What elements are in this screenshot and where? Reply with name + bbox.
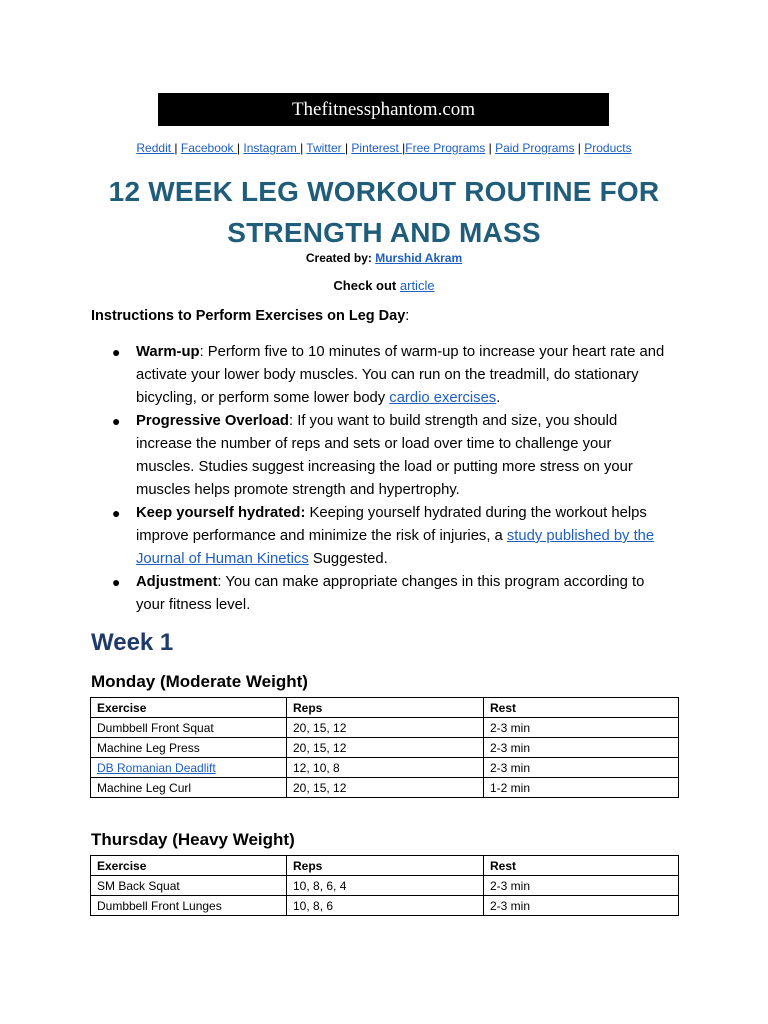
link-reddit[interactable]: Reddit bbox=[136, 141, 175, 155]
bullet-icon: ● bbox=[112, 413, 121, 429]
exercise-cell: Dumbbell Front Squat bbox=[91, 718, 287, 738]
link-paid-programs[interactable]: Paid Programs bbox=[495, 141, 575, 155]
table-row bbox=[91, 758, 679, 778]
header-exercise: Exercise bbox=[91, 856, 287, 876]
rest-cell: 2-3 min bbox=[484, 876, 679, 896]
title-line-1: 12 WEEK LEG WORKOUT ROUTINE FOR bbox=[108, 176, 660, 207]
social-links-bar: Reddit | Facebook | Instagram | Twitter | Pinterest |Free Programs | Paid Programs | Products bbox=[136, 141, 632, 155]
table-row bbox=[91, 778, 679, 798]
reps-cell: 20, 15, 12 bbox=[287, 738, 484, 758]
exercise-cell: Dumbbell Front Lunges bbox=[91, 896, 287, 916]
week-heading: Week 1 bbox=[91, 629, 174, 656]
byline bbox=[0, 251, 768, 265]
exercise-cell bbox=[91, 758, 287, 778]
thursday-table bbox=[90, 855, 679, 916]
bullet-icon: ● bbox=[112, 505, 121, 521]
exercise-cell: Machine Leg Curl bbox=[91, 778, 287, 798]
byline-prefix: Created by: bbox=[305, 251, 376, 265]
article-link[interactable]: article bbox=[399, 278, 435, 293]
title-line-2: STRENGTH AND MASS bbox=[227, 217, 541, 248]
header-reps: Reps bbox=[287, 856, 484, 876]
table-header-row bbox=[91, 698, 679, 718]
checkout-prefix: Check out bbox=[333, 278, 400, 293]
thursday-heading: Thursday (Heavy Weight) bbox=[91, 830, 295, 849]
list-item-adjustment bbox=[112, 571, 672, 617]
table-row bbox=[91, 896, 679, 916]
instructions-list bbox=[112, 341, 672, 617]
exercise-cell: SM Back Squat bbox=[91, 876, 287, 896]
reps-cell: 20, 15, 12 bbox=[287, 718, 484, 738]
header-rest: Rest bbox=[484, 856, 679, 876]
header-exercise: Exercise bbox=[91, 698, 287, 718]
adjustment-term: Adjustment bbox=[136, 574, 218, 590]
monday-table bbox=[90, 697, 679, 798]
instructions-heading bbox=[91, 308, 409, 324]
overload-term: Progressive Overload bbox=[136, 413, 289, 429]
monday-heading: Monday (Moderate Weight) bbox=[91, 672, 308, 691]
overload-text: : If you want to build strength and size, you should increase the number of reps and sets or load over time to challenge your muscles. Studies suggest increasing the load or putting more stress on your muscles helps promote strength and hypertrophy. bbox=[136, 413, 633, 498]
link-pinterest[interactable]: Pinterest bbox=[351, 141, 403, 155]
list-item-progressive-overload bbox=[112, 410, 672, 502]
cardio-exercises-link[interactable]: cardio exercises bbox=[389, 390, 497, 406]
header-reps: Reps bbox=[287, 698, 484, 718]
warmup-term: Warm-up bbox=[136, 344, 200, 360]
link-free-programs[interactable]: Free Programs bbox=[405, 141, 486, 155]
exercise-cell: Machine Leg Press bbox=[91, 738, 287, 758]
table-header-row bbox=[91, 856, 679, 876]
instructions-heading-text: Instructions to Perform Exercises on Leg Day bbox=[91, 308, 406, 324]
table-row bbox=[91, 718, 679, 738]
hydrated-text: Keeping yourself hydrated during the workout helps improve performance and minimize the risk of injuries, a bbox=[136, 505, 647, 544]
hydrated-end: Suggested. bbox=[308, 551, 388, 567]
reps-cell: 12, 10, 8 bbox=[287, 758, 484, 778]
header-rest: Rest bbox=[484, 698, 679, 718]
link-instagram[interactable]: Instagram bbox=[243, 141, 301, 155]
table-row bbox=[91, 876, 679, 896]
adjustment-text: : You can make appropriate changes in this program according to your fitness level. bbox=[136, 574, 645, 613]
rest-cell: 1-2 min bbox=[484, 778, 679, 798]
study-link[interactable]: study published by the Journal of Human Kinetics bbox=[136, 528, 655, 567]
author-link[interactable]: Murshid Akram bbox=[375, 251, 463, 265]
instructions-colon: : bbox=[405, 308, 410, 324]
link-facebook[interactable]: Facebook bbox=[180, 141, 237, 155]
list-item-hydrated bbox=[112, 502, 672, 571]
link-twitter[interactable]: Twitter bbox=[306, 141, 345, 155]
hydrated-term: Keep yourself hydrated: bbox=[136, 505, 306, 521]
reps-cell: 20, 15, 12 bbox=[287, 778, 484, 798]
table-row bbox=[91, 738, 679, 758]
rest-cell: 2-3 min bbox=[484, 718, 679, 738]
bullet-icon: ● bbox=[112, 344, 121, 360]
checkout-line bbox=[0, 278, 768, 293]
reps-cell: 10, 8, 6 bbox=[287, 896, 484, 916]
db-romanian-deadlift-link[interactable]: DB Romanian Deadlift bbox=[97, 760, 216, 775]
site-name: Thefitnessphantom.com bbox=[291, 98, 476, 120]
rest-cell: 2-3 min bbox=[484, 896, 679, 916]
page-title bbox=[0, 171, 768, 253]
warmup-end: . bbox=[496, 390, 501, 406]
list-item-warmup bbox=[112, 341, 672, 410]
site-banner bbox=[158, 93, 609, 126]
warmup-text: : Perform five to 10 minutes of warm-up to increase your heart rate and activate your lower body muscles. You can run on the treadmill, do stationary bicycling, or perform some lower body bbox=[136, 344, 665, 406]
rest-cell: 2-3 min bbox=[484, 738, 679, 758]
bullet-icon: ● bbox=[112, 574, 121, 590]
reps-cell: 10, 8, 6, 4 bbox=[287, 876, 484, 896]
rest-cell: 2-3 min bbox=[484, 758, 679, 778]
link-products[interactable]: Products bbox=[584, 141, 632, 155]
